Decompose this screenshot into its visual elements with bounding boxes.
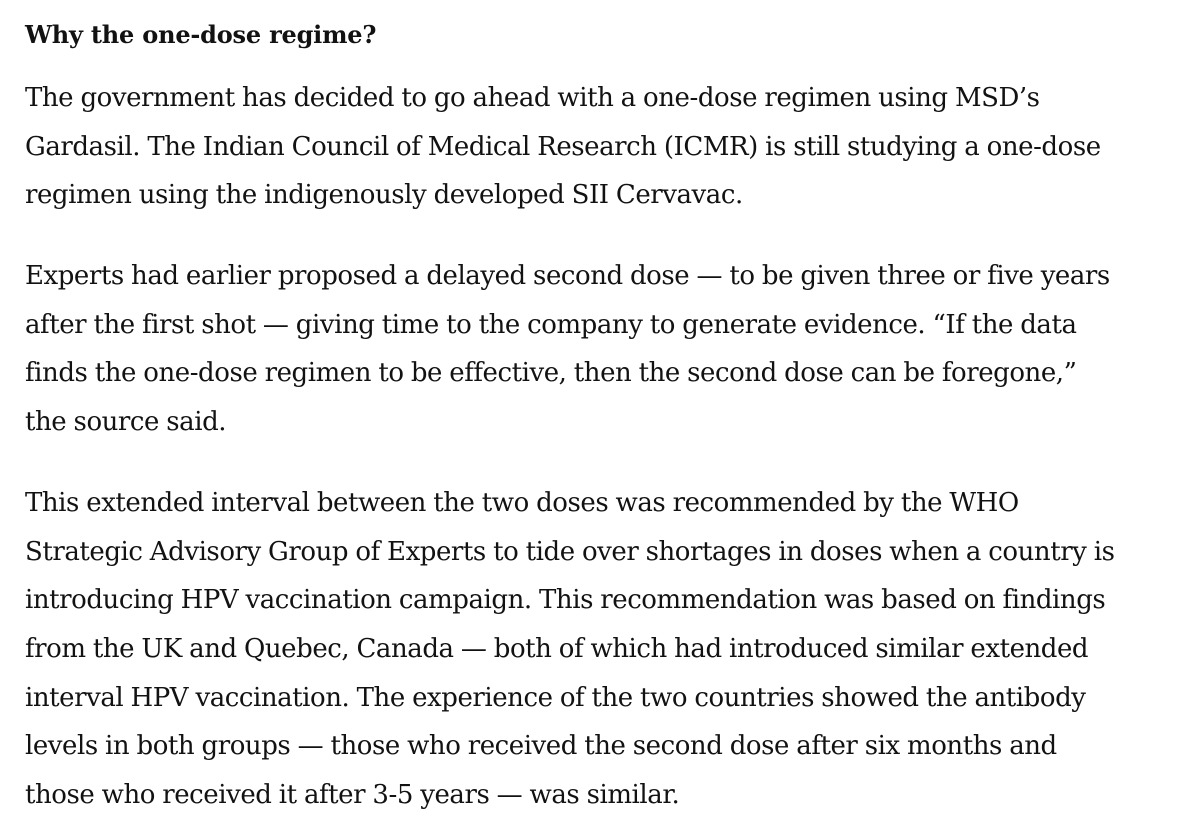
paragraph-line: introducing HPV vaccination campaign. This recommendation was based on findings — [25, 585, 1106, 616]
section-heading: Why the one-dose regime? — [25, 20, 377, 49]
paragraph-line: levels in both groups — those who received the second dose after six months and — [25, 731, 1057, 762]
paragraph-line: those who received it after 3-5 years — was similar. — [25, 779, 680, 810]
article-body — [25, 0, 1175, 820]
paragraph-line: after the first shot — giving time to the company to generate evidence. “If the data — [25, 309, 1077, 340]
paragraph-line: This extended interval between the two doses was recommended by the WHO — [25, 487, 1019, 518]
paragraph-line: regimen using the indigenously developed SII Cervavac. — [25, 180, 743, 211]
paragraph-one-dose-regimen — [25, 74, 1175, 220]
paragraph-line: Strategic Advisory Group of Experts to tide over shortages in doses when a country is — [25, 536, 1115, 567]
paragraph-line: The government has decided to go ahead with a one-dose regimen using MSD’s — [25, 83, 1040, 113]
paragraph-line: finds the one-dose regimen to be effective, then the second dose can be foregone,” — [25, 358, 1077, 389]
paragraph-extended-interval — [25, 479, 1175, 820]
paragraph-line: interval HPV vaccination. The experience of the two countries showed the antibody — [25, 682, 1086, 713]
paragraph-line: Gardasil. The Indian Council of Medical Research (ICMR) is still studying a one-dose — [25, 131, 1101, 162]
paragraph-line: from the UK and Quebec, Canada — both of which had introduced similar extended — [25, 633, 1089, 664]
paragraph-delayed-second-dose — [25, 252, 1175, 447]
paragraph-line: Experts had earlier proposed a delayed second dose — to be given three or five years — [25, 261, 1110, 292]
paragraph-line: the source said. — [25, 407, 227, 438]
